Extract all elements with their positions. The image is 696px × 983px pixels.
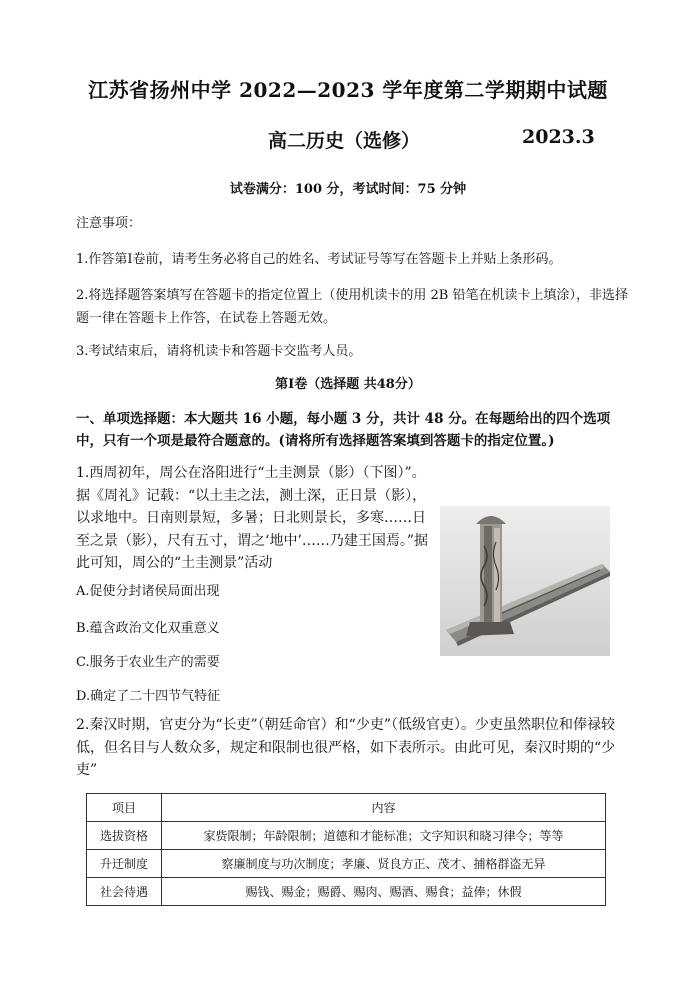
- notice-item: 3.考试结束后，请将机读卡和答题卡交监考人员。: [76, 344, 362, 359]
- question-1-option-b: B.蕴含政治文化双重意义: [76, 621, 220, 636]
- part-heading: 一、单项选择题：本大题共 16 小题，每小题 3 分，共计 48 分。在每题给出的四个选项中，只有一个项是最符合题意的。(请将所有选择题答案填到答题卡的指定位置。): [76, 411, 611, 449]
- official-rules-table: [86, 793, 606, 906]
- table-header-cell: 项目: [87, 794, 162, 822]
- question-2-stem: 2.秦汉时期，官吏分为“长吏”（朝廷命官）和“少吏”（低级官吏）。少吏虽然职位和俸禄较低，但名目与人数众多，规定和限制也很严格，如下表所示。由此可见，秦汉时期的“少吏”: [76, 717, 616, 778]
- section-title: 第Ⅰ卷（选择题 共48分）: [275, 377, 421, 392]
- question-1-stem: 1.西周初年，周公在洛阳进行“土圭测景（影）（下图）”。据《周礼》记载：“以土圭之法，测土深，正日景（影），以求地中。日南则景短，多暑；日北则景长，多寒……日至之景（影），尺有五寸，谓之‘地中’……乃建王国焉。”据此可知，周公的“土圭测景”活动: [76, 465, 429, 571]
- notice-item: 1.作答第Ⅰ卷前，请考生务必将自己的姓名、考试证号等写在答题卡上并贴上条形码。: [76, 252, 562, 267]
- table-row: [87, 822, 606, 850]
- table-row: [87, 850, 606, 878]
- tugui-sundial-photo: [440, 506, 610, 656]
- exam-date: 2023.3: [522, 126, 595, 148]
- table-cell: 社会待遇: [87, 878, 162, 906]
- table-cell: 升迁制度: [87, 850, 162, 878]
- exam-meta: 试卷满分：100 分，考试时间：75 分钟: [229, 182, 467, 197]
- notice-item: 2.将选择题答案填写在答题卡的指定位置上（使用机读卡的用 2B 铅笔在机读卡上填涂），非选择题一律在答题卡上作答，在试卷上答题无效。: [76, 288, 628, 326]
- exam-title: 江苏省扬州中学 2022—2023 学年度第二学期期中试题: [88, 78, 608, 102]
- notice-heading: 注意事项：: [76, 216, 142, 231]
- question-1-option-d: D.确定了二十四节气特征: [76, 689, 221, 704]
- table-header-row: [87, 794, 606, 822]
- exam-subtitle: 高二历史（选修）: [268, 130, 421, 152]
- table-header-cell: 内容: [162, 794, 606, 822]
- table-cell: 察廉制度与功次制度；孝廉、贤良方正、茂才、捕格群盗无异: [162, 850, 606, 878]
- table-cell: 赐钱、赐金；赐爵、赐肉、赐酒、赐食；益俸；休假: [162, 878, 606, 906]
- table-cell: 选拔资格: [87, 822, 162, 850]
- question-1-option-c: C.服务于农业生产的需要: [76, 655, 220, 670]
- question-1-option-a: A.促使分封诸侯局面出现: [76, 584, 220, 599]
- table-row: [87, 878, 606, 906]
- table-cell: 家赀限制；年龄限制；道德和才能标准；文字知识和晓习律令；等等: [162, 822, 606, 850]
